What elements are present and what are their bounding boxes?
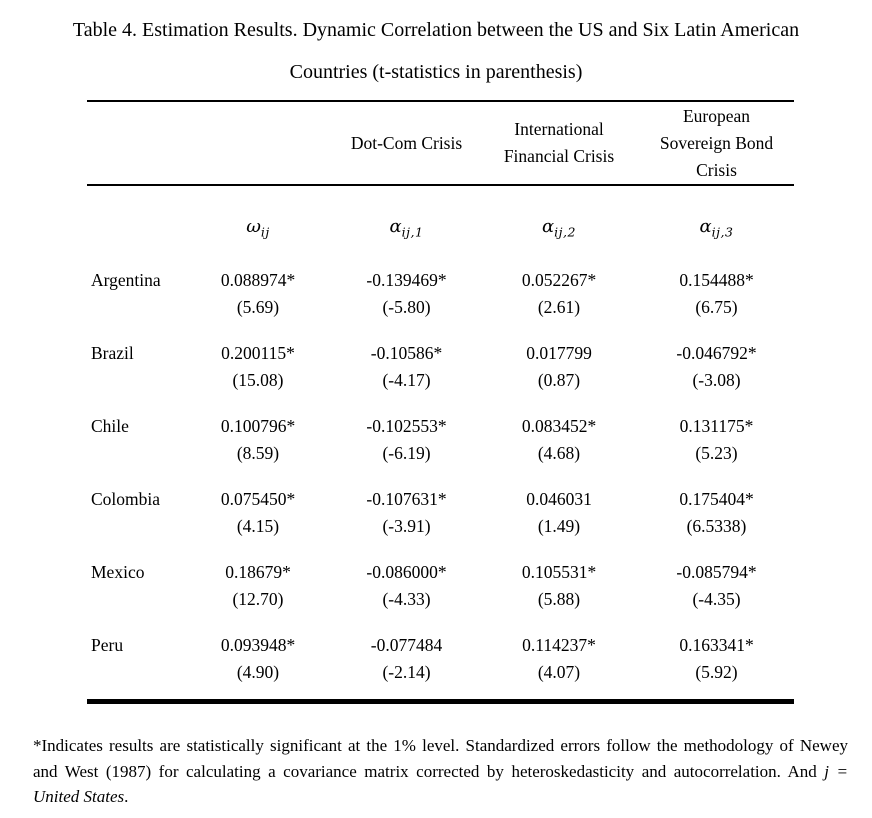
t-statistic: (6.75) — [695, 296, 738, 317]
estimate-cell — [479, 632, 639, 699]
estimate-cell — [334, 413, 479, 486]
t-statistic: (4.15) — [236, 515, 280, 536]
coefficient-value: 0.075450* — [220, 488, 296, 509]
table-row — [87, 340, 794, 413]
t-statistic: (-4.35) — [692, 588, 741, 609]
estimate-cell — [182, 413, 334, 486]
crisis-header-international-financial — [479, 101, 639, 185]
alpha-subscript: ij,3 — [711, 224, 734, 240]
parameter-header-row — [87, 185, 794, 267]
alpha-symbol: α — [542, 216, 555, 237]
empty-param-cell — [87, 185, 182, 267]
t-statistic: (1.49) — [537, 515, 581, 536]
t-statistic: (-5.80) — [382, 296, 431, 317]
param-header-omega-ij — [182, 185, 334, 267]
coefficient-value: 0.046031 — [526, 488, 592, 509]
estimate-cell — [479, 340, 639, 413]
title-line-2: Countries (t-statistics in parenthesis) — [289, 61, 583, 83]
crisis-header-label: International Financial Crisis — [503, 119, 615, 166]
estimate-cell — [334, 486, 479, 559]
estimate-cell — [639, 267, 794, 340]
t-statistic: (-3.08) — [692, 369, 741, 390]
estimate-cell — [479, 267, 639, 340]
t-statistic: (4.90) — [236, 661, 280, 682]
coefficient-value: 0.175404* — [679, 488, 754, 509]
table-title — [0, 0, 872, 93]
coefficient-value: -0.139469* — [366, 269, 447, 290]
results-table-wrap — [87, 100, 794, 704]
country-label: Chile — [91, 415, 129, 436]
t-statistic: (0.87) — [537, 369, 581, 390]
crisis-header-european-sovereign-bond — [639, 101, 794, 185]
estimate-cell — [182, 267, 334, 340]
t-statistic: (2.61) — [537, 296, 581, 317]
country-label: Argentina — [91, 269, 161, 290]
t-statistic: (4.07) — [537, 661, 581, 682]
coefficient-value: -0.107631* — [366, 488, 447, 509]
footnote-period: . — [124, 787, 129, 806]
empty-header-cell — [182, 101, 334, 185]
coefficient-value: -0.085794* — [676, 561, 757, 582]
title-line-1: Table 4. Estimation Results. Dynamic Correlation between the US and Six Latin American — [72, 19, 800, 41]
estimate-cell — [334, 267, 479, 340]
table-row — [87, 559, 794, 632]
country-label: Peru — [91, 634, 124, 655]
country-label: Brazil — [91, 342, 134, 363]
coefficient-value: 0.088974* — [220, 269, 296, 290]
t-statistic: (-4.17) — [382, 369, 431, 390]
t-statistic: (12.70) — [232, 588, 284, 609]
table-row — [87, 632, 794, 699]
coefficient-value: 0.18679* — [225, 561, 291, 582]
t-statistic: (-6.19) — [382, 442, 431, 463]
omega-subscript: ij — [260, 224, 270, 240]
coefficient-value: -0.086000* — [366, 561, 447, 582]
t-statistic: (5.69) — [236, 296, 280, 317]
param-header-alpha-ij1 — [334, 185, 479, 267]
coefficient-value: 0.052267* — [521, 269, 597, 290]
t-statistic: (4.68) — [537, 442, 581, 463]
coefficient-value: 0.163341* — [679, 634, 754, 655]
estimate-cell — [182, 340, 334, 413]
estimate-cell — [639, 486, 794, 559]
t-statistic: (-4.33) — [382, 588, 431, 609]
country-label: Colombia — [91, 488, 161, 509]
param-header-alpha-ij3 — [639, 185, 794, 267]
coefficient-value: 0.114237* — [522, 634, 596, 655]
estimate-cell — [334, 559, 479, 632]
estimate-cell — [639, 632, 794, 699]
coefficient-value: 0.154488* — [679, 269, 754, 290]
table-row — [87, 486, 794, 559]
t-statistic: (8.59) — [236, 442, 280, 463]
estimate-cell — [639, 340, 794, 413]
crisis-header-label: Dot-Com Crisis — [350, 132, 463, 153]
t-statistic: (5.92) — [695, 661, 738, 682]
estimate-cell — [334, 340, 479, 413]
t-statistic: (5.88) — [537, 588, 581, 609]
footnote-text: *Indicates results are statistically significant at the 1% level. Standardized errors follow the methodology of Newey and West (1987) for calculating a covariance matrix corrected by heteroskedasticity and autocorrelation. And — [33, 736, 848, 781]
country-label: Mexico — [91, 561, 145, 582]
t-statistic: (15.08) — [232, 369, 284, 390]
alpha-symbol: α — [699, 216, 712, 237]
table-body — [87, 267, 794, 699]
coefficient-value: 0.131175* — [679, 415, 754, 436]
alpha-subscript: ij,1 — [401, 224, 424, 240]
coefficient-value: 0.105531* — [521, 561, 597, 582]
alpha-subscript: ij,2 — [554, 224, 576, 240]
estimate-cell — [182, 486, 334, 559]
alpha-symbol: α — [389, 216, 402, 237]
estimate-cell — [639, 413, 794, 486]
coefficient-value: -0.046792* — [676, 342, 757, 363]
table-row — [87, 413, 794, 486]
coefficient-value: 0.200115* — [221, 342, 295, 363]
estimate-cell — [334, 632, 479, 699]
crisis-header-row — [87, 101, 794, 185]
footnote-math-expression: j = United States — [33, 761, 848, 806]
estimate-cell — [479, 559, 639, 632]
coefficient-value: 0.100796* — [220, 415, 296, 436]
coefficient-value: -0.077484 — [370, 634, 443, 655]
estimate-cell — [479, 486, 639, 559]
coefficient-value: -0.102553* — [366, 415, 447, 436]
results-table — [87, 100, 794, 699]
table-row — [87, 267, 794, 340]
omega-symbol: ω — [246, 216, 261, 237]
coefficient-value: 0.093948* — [220, 634, 296, 655]
footnote — [33, 733, 848, 810]
crisis-header-label: European Sovereign Bond Crisis — [659, 105, 774, 180]
t-statistic: (-2.14) — [382, 661, 431, 682]
coefficient-value: 0.083452* — [521, 415, 597, 436]
t-statistic: (-3.91) — [382, 515, 431, 536]
estimate-cell — [182, 632, 334, 699]
coefficient-value: -0.10586* — [370, 342, 443, 363]
t-statistic: (5.23) — [695, 442, 738, 463]
estimate-cell — [479, 413, 639, 486]
param-header-alpha-ij2 — [479, 185, 639, 267]
coefficient-value: 0.017799 — [526, 342, 592, 363]
empty-header-cell — [87, 101, 182, 185]
estimate-cell — [639, 559, 794, 632]
crisis-header-dotcom — [334, 101, 479, 185]
estimate-cell — [182, 559, 334, 632]
t-statistic: (6.5338) — [686, 515, 747, 536]
